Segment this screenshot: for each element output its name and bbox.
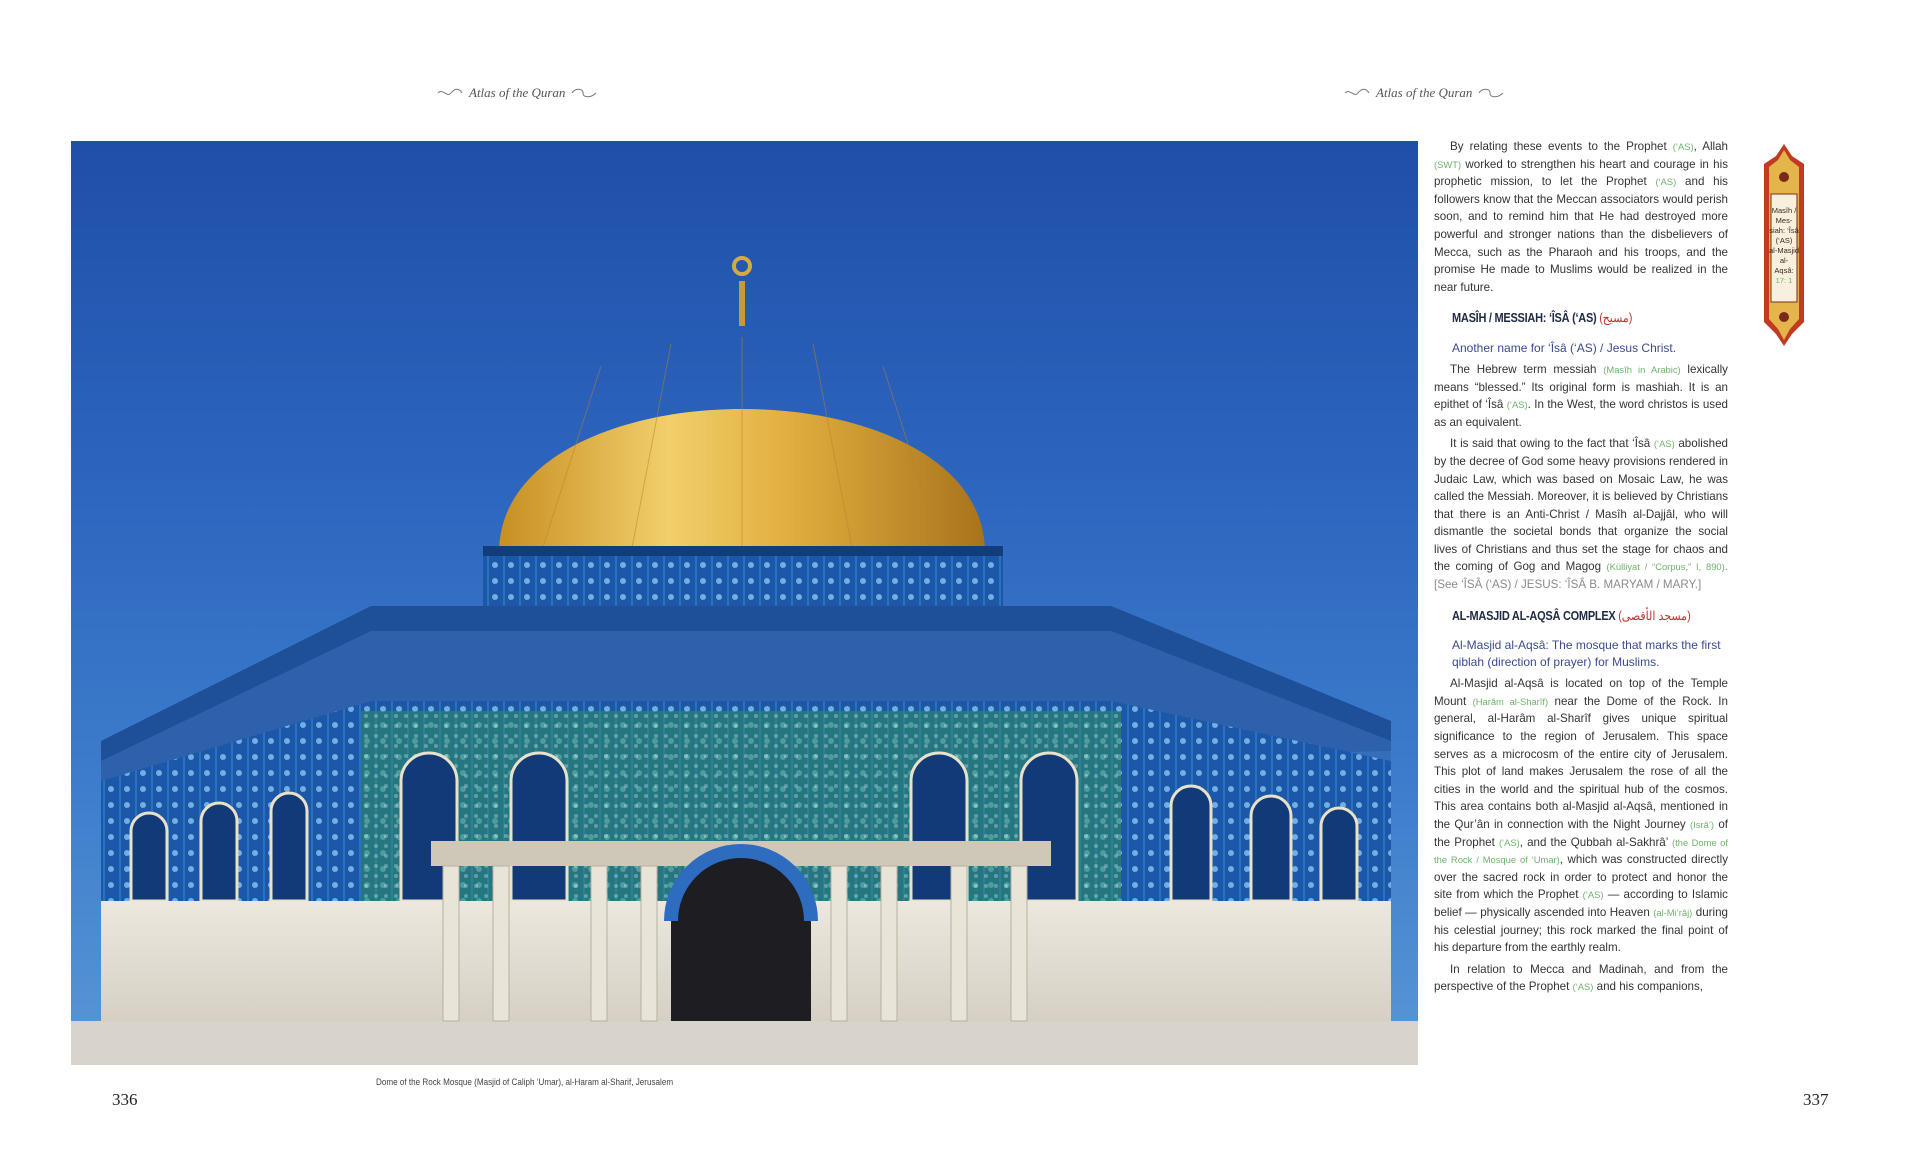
heading-masih [1452, 310, 1695, 328]
p1-text-d: and his followers know that the Meccan associators would perish soon, and to remind him that He had destroyed more powerful and stronger nations than the disbelievers of Mecca, such as the Pharaoh and his troops, and the promise He made to Muslims would be realized in the near future. [1434, 175, 1728, 294]
p4-note-2: (Isrâ’) [1690, 819, 1714, 830]
tab-line-3: (‘AS) [1775, 236, 1793, 245]
ornamental-tab-text [1765, 206, 1803, 286]
p3-text-b: abolished by the decree of God some heavy provisions rendered in Judaic Law, which was based on Mosaic Law, he was called the Messiah. Moreover, it is believed by Christians that there is an Anti-Christ / Masîh al-Dajjâl, who will dismantle the societal bonds that organize the social lives of Christians and thus set the stage for chaos and the coming of Gog and Magog [1434, 437, 1728, 574]
p1-text-b: , Allah [1693, 140, 1728, 153]
tab-ref: 17: 1 [1775, 276, 1793, 285]
p5-text-b: and his companions, [1596, 980, 1703, 994]
flourish-left-icon [437, 88, 463, 98]
dome-illustration [71, 141, 1418, 1065]
p4-text-e: , which was constructed directly over the sacred rock in order to protect and honor the site from which the Prophet [1434, 853, 1728, 902]
text-column [1434, 138, 1728, 1000]
flourish-left-icon [1344, 88, 1370, 98]
p3-honorific: (‘AS) [1653, 438, 1675, 450]
p4-text-f: — according to Islamic belief — physically ascended into Heaven [1434, 888, 1728, 919]
p4-text-d: , and the Qubbah al-Sakhrâ’ [1519, 835, 1668, 849]
page-number-right: 337 [1803, 1090, 1829, 1109]
p4-note-4: (al-Mi’râj) [1653, 906, 1693, 918]
heading-aqsa-arabic: (مسجد الأقصى) [1618, 608, 1691, 623]
p4-text-g: during his celestial journey; this rock marked the final point of his departure from the earthly realm. [1434, 905, 1729, 955]
heading-aqsa-title: AL-MASJID AL-AQSÂ COMPLEX [1452, 608, 1616, 623]
definition-masih: Another name for ‘Îsâ (‘AS) / Jesus Christ. [1452, 340, 1677, 355]
tab-line-1: Masîh / Mes- [1771, 206, 1797, 225]
p4-text-a: Al-Masjid al-Aqsâ is located on top of the Temple Mount [1434, 677, 1728, 708]
p2-note: (Masîh in Arabic) [1603, 363, 1681, 375]
p3-text-a: It is said that owing to the fact that ‘Îsâ [1450, 437, 1651, 451]
running-head-left-text: Atlas of the Quran [469, 85, 566, 100]
p4-text-c: of the Prophet [1434, 818, 1728, 849]
running-head-left [437, 82, 597, 104]
tab-line-4: al-Masjid al- [1768, 246, 1799, 265]
tab-line-5: Aqsâ: [1774, 266, 1794, 275]
p1-honorific-swt: (SWT) [1434, 158, 1462, 170]
heading-masih-arabic: (مسيح) [1599, 311, 1633, 326]
flourish-right-icon [1478, 88, 1504, 98]
p4-honorific-2: (‘AS) [1582, 889, 1604, 901]
page-number-left: 336 [112, 1090, 138, 1109]
paragraph-3 [1434, 435, 1728, 593]
p4-note-1: (Harâm al-Sharîf) [1472, 695, 1549, 707]
definition-aqsa: Al-Masjid al-Aqsâ: The mosque that marks the first qiblah (direction of prayer) for Muslims. [1452, 638, 1721, 670]
paragraph-2 [1434, 361, 1728, 431]
p5-honorific: (‘AS) [1572, 981, 1594, 993]
p2-text-c: . In the West, the word christos is used as an equivalent. [1434, 398, 1728, 429]
heading-aqsa [1452, 608, 1695, 626]
p2-text-b: lexically means “blessed.” Its original form is mashiah. It is an epithet of ‘Îsâ [1434, 362, 1728, 412]
p2-text-a: The Hebrew term messiah [1450, 362, 1597, 376]
paragraph-1 [1434, 138, 1728, 296]
figure-caption: Dome of the Rock Mosque (Masjid of Caliph ‘Umar), al-Haram al-Sharif, Jerusalem [376, 1077, 674, 1087]
p4-text-b: near the Dome of the Rock. In general, al-Harâm al-Sharîf gives unique spiritual significance to the region of Jerusalem. This space serves as a microcosm of the entire city of Jerusalem. This plot of land makes Jerusalem the rose of all the cities in the world and the spiritual hub of the cosmos. This area contains both al-Masjid al-Aqsâ, mentioned in the Qur’ân in connection with the Night Journey [1434, 694, 1728, 831]
running-head-right [1344, 82, 1504, 104]
p3-see-also: . [See ‘ÎSÂ (‘AS) / JESUS: ‘ÎSÂ B. MARYAM / MARY.] [1434, 560, 1728, 592]
p1-honorific-2: (‘AS) [1655, 176, 1677, 188]
flourish-right-icon [571, 88, 597, 98]
p1-text-a: By relating these events to the Prophet [1450, 140, 1667, 153]
p2-honorific: (‘AS) [1506, 399, 1528, 411]
paragraph-4 [1434, 675, 1728, 957]
p3-reference: (Külliyat / “Corpus,” I, 890) [1606, 561, 1725, 573]
p1-honorific-1: (‘AS) [1672, 141, 1694, 152]
heading-masih-title: MASÎH / MESSIAH: ‘ÎSÂ (‘AS) [1452, 311, 1597, 326]
running-head-right-text: Atlas of the Quran [1376, 85, 1473, 100]
dome-of-the-rock-photo [71, 141, 1418, 1065]
p4-honorific-1: (‘AS) [1498, 836, 1520, 848]
p5-text-a: In relation to Mecca and Madinah, and from the perspective of the Prophet [1434, 962, 1728, 994]
p4-note-3: (the Dome of the Rock / Mosque of ‘Umar) [1434, 836, 1728, 866]
paragraph-5 [1434, 961, 1728, 996]
tab-line-2: siah: ‘Îsâ [1769, 226, 1799, 235]
p1-text-c: worked to strengthen his heart and courage in his prophetic mission, to let the Prophet [1434, 157, 1728, 189]
